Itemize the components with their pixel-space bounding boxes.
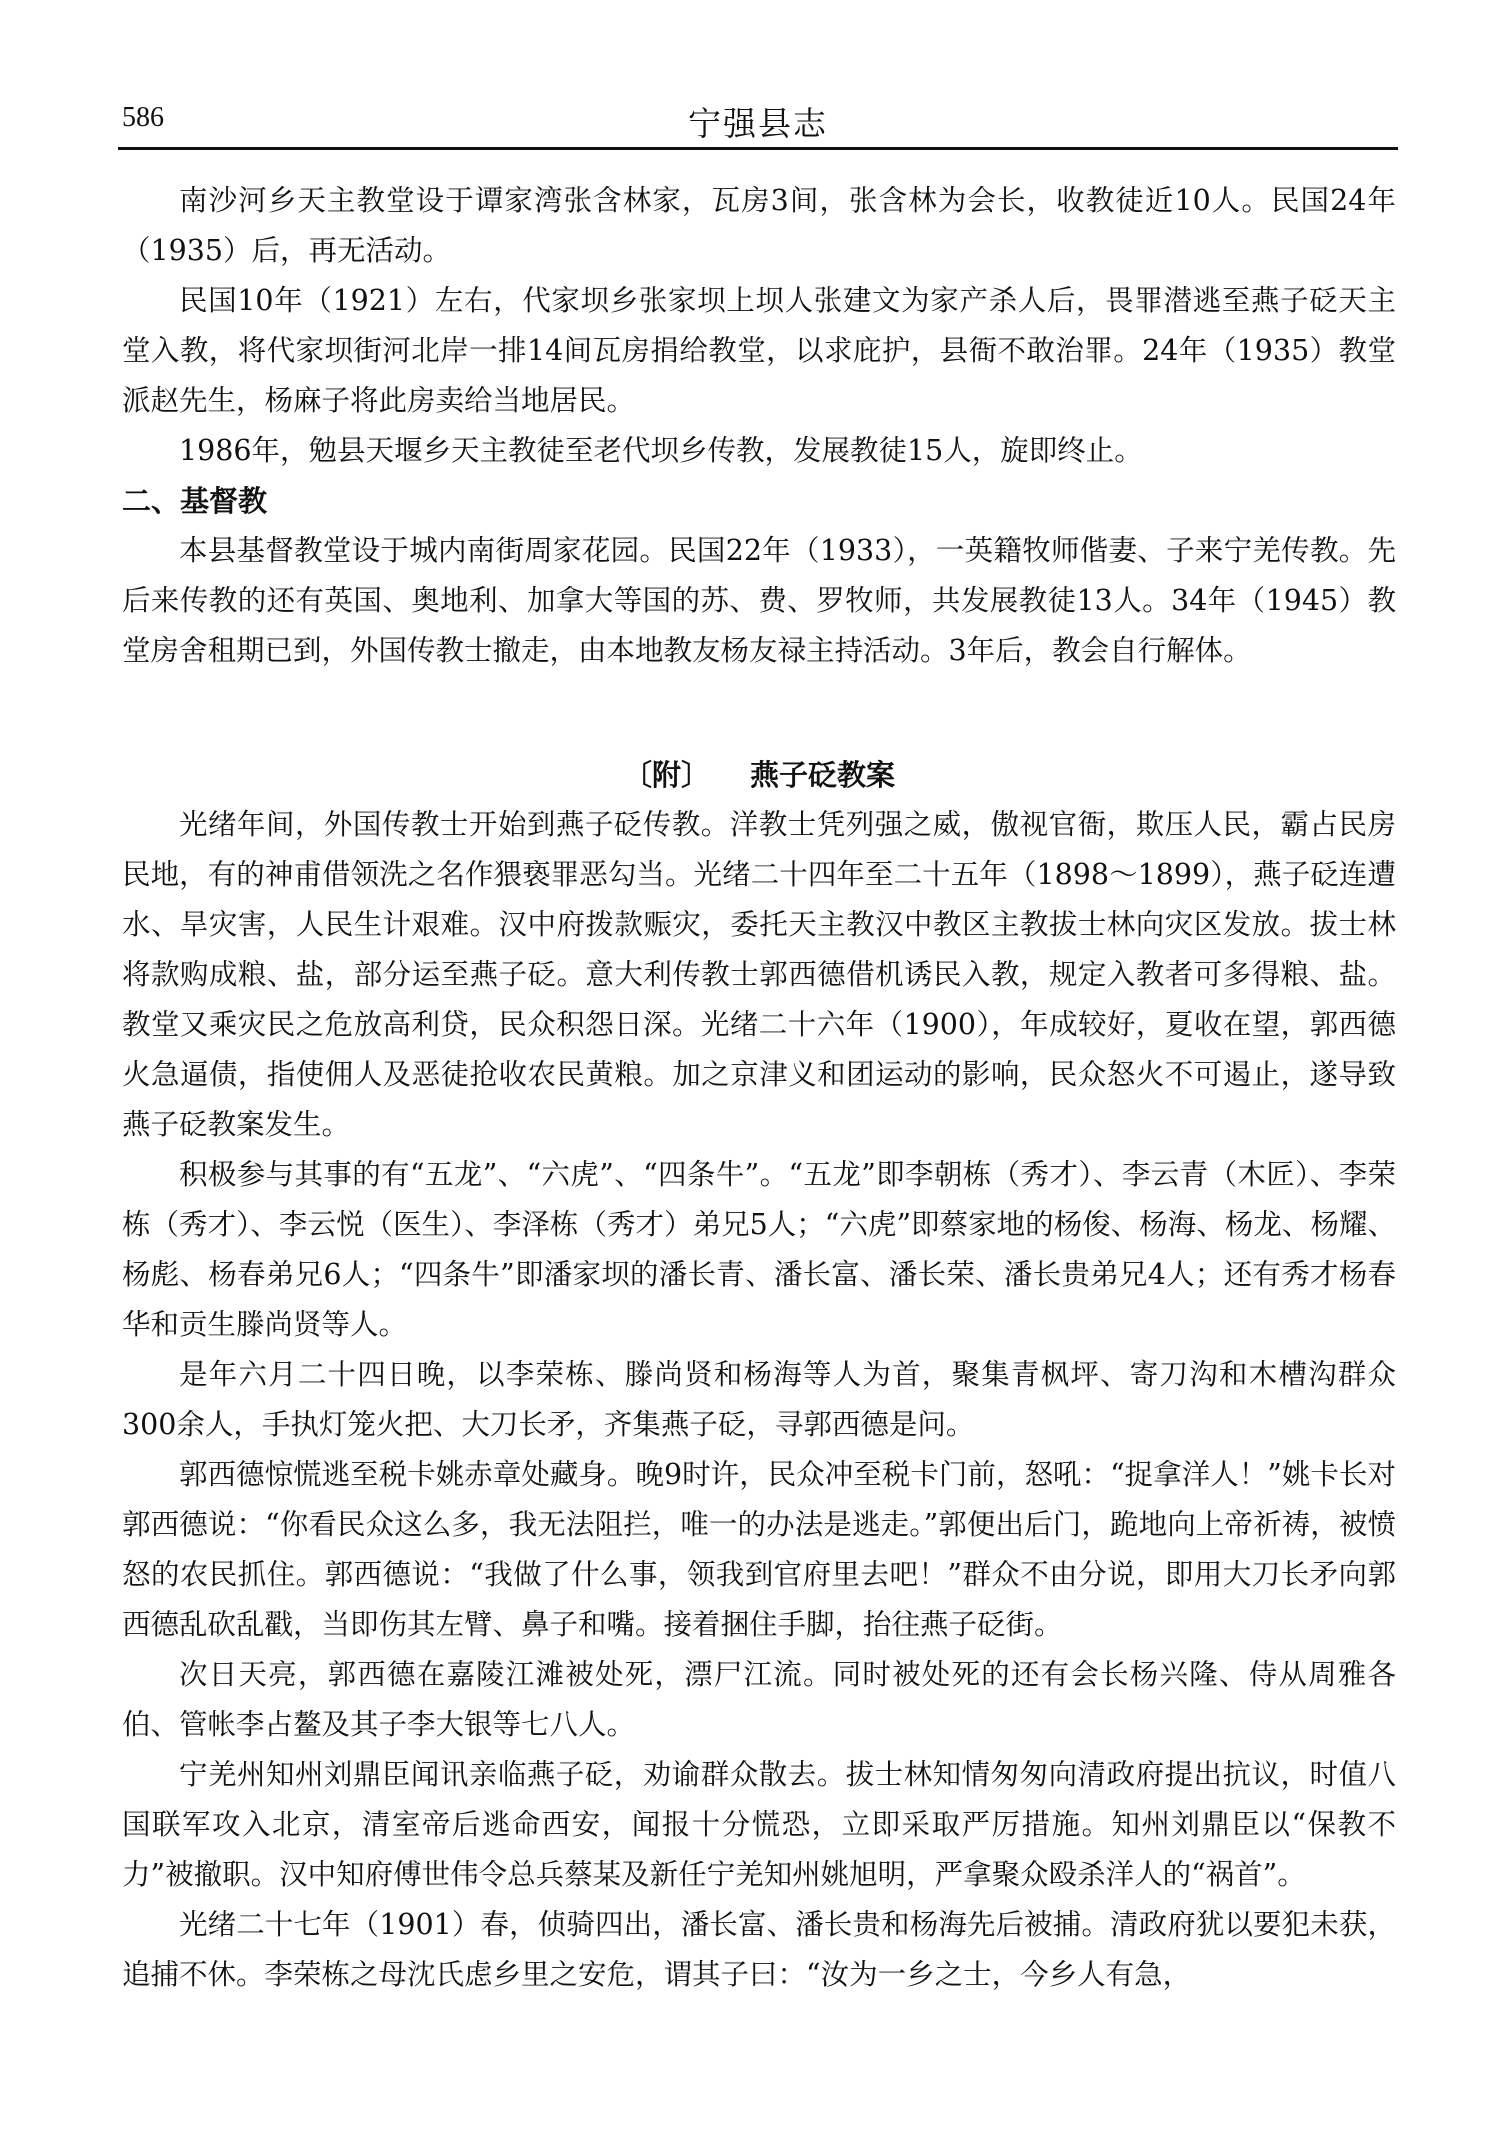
appendix-tag: 〔附〕 — [622, 758, 710, 792]
paragraph: 是年六月二十四日晚，以李荣栋、滕尚贤和杨海等人为首，聚集青枫坪、寄刀沟和木槽沟群众300余人，手执灯笼火把、大刀长矛，齐集燕子砭，寻郭西德是问。 — [122, 1358, 1396, 1441]
section-heading: 二、基督教 — [122, 484, 268, 518]
paragraph: 本县基督教堂设于城内南街周家花园。民国22年（1933），一英籍牧师偕妻、子来宁羌传教。先后来传教的还有英国、奥地利、加拿大等国的苏、费、罗牧师，共发展教徒13人。34年（1945）教堂房舍租期已到，外国传教士撤走，由本地教友杨友禄主持活动。3年后，教会自行解体。 — [122, 534, 1396, 667]
header-rule — [118, 147, 1398, 150]
page-number: 586 — [122, 102, 164, 133]
book-title: 宁强县志 — [688, 104, 828, 143]
appendix-title: 燕子砭教案 — [750, 758, 896, 792]
paragraph: 郭西德惊慌逃至税卡姚赤章处藏身。晚9时许，民众冲至税卡门前，怒吼：“捉拿洋人！”姚卡长对郭西德说：“你看民众这么多，我无法阻拦，唯一的办法是逃走。”郭便出后门，跪地向上帝祈祷，被愤怒的农民抓住。郭西德说：“我做了什么事，领我到官府里去吧！”群众不由分说，即用大刀长矛向郭西德乱砍乱戳，当即伤其左臂、鼻子和嘴。接着捆住手脚，抬往燕子砭街。 — [122, 1458, 1396, 1641]
paragraph: 南沙河乡天主教堂设于谭家湾张含林家，瓦房3间，张含林为会长，收教徒近10人。民国24年（1935）后，再无活动。 — [122, 184, 1396, 267]
appendix-heading — [122, 750, 1396, 800]
page-body — [122, 176, 1396, 2000]
paragraph: 宁羌州知州刘鼎臣闻讯亲临燕子砭，劝谕群众散去。拔士林知情匆匆向清政府提出抗议，时值八国联军攻入北京，清室帝后逃命西安，闻报十分慌恐，立即采取严厉措施。知州刘鼎臣以“保教不力”被撤职。汉中知府傅世伟令总兵蔡某及新任宁羌知州姚旭明，严拿聚众殴杀洋人的“祸首”。 — [122, 1758, 1396, 1891]
page-header — [122, 98, 1394, 144]
paragraph: 1986年，勉县天堰乡天主教徒至老代坝乡传教，发展教徒15人，旋即终止。 — [179, 434, 1143, 467]
paragraph: 光绪年间，外国传教士开始到燕子砭传教。洋教士凭列强之威，傲视官衙，欺压人民，霸占民房民地，有的神甫借领洗之名作猥亵罪恶勾当。光绪二十四年至二十五年（1898～1899），燕子砭连遭水、旱灾害，人民生计艰难。汉中府拨款赈灾，委托天主教汉中教区主教拔士林向灾区发放。拔士林将款购成粮、盐，部分运至燕子砭。意大利传教士郭西德借机诱民入教，规定入教者可多得粮、盐。教堂又乘灾民之危放高利贷，民众积怨日深。光绪二十六年（1900），年成较好，夏收在望，郭西德火急逼债，指使佣人及恶徒抢收农民黄粮。加之京津义和团运动的影响，民众怒火不可遏止，遂导致燕子砭教案发生。 — [122, 808, 1396, 1141]
paragraph: 民国10年（1921）左右，代家坝乡张家坝上坝人张建文为家产杀人后，畏罪潜逃至燕子砭天主堂入教，将代家坝街河北岸一排14间瓦房捐给教堂，以求庇护，县衙不敢治罪。24年（1935）教堂派赵先生，杨麻子将此房卖给当地居民。 — [122, 284, 1396, 417]
paragraph: 积极参与其事的有“五龙”、“六虎”、“四条牛”。“五龙”即李朝栋（秀才）、李云青（木匠）、李荣栋（秀才）、李云悦（医生）、李泽栋（秀才）弟兄5人；“六虎”即蔡家地的杨俊、杨海、杨龙、杨耀、杨彪、杨春弟兄6人；“四条牛”即潘家坝的潘长青、潘长富、潘长荣、潘长贵弟兄4人；还有秀才杨春华和贡生滕尚贤等人。 — [122, 1158, 1396, 1341]
paragraph: 光绪二十七年（1901）春，侦骑四出，潘长富、潘长贵和杨海先后被捕。清政府犹以要犯未获，追捕不休。李荣栋之母沈氏虑乡里之安危，谓其子曰：“汝为一乡之士，今乡人有急， — [122, 1908, 1396, 1991]
paragraph: 次日天亮，郭西德在嘉陵江滩被处死，漂尸江流。同时被处死的还有会长杨兴隆、侍从周雅各伯、管帐李占鳌及其子李大银等七八人。 — [122, 1658, 1396, 1741]
